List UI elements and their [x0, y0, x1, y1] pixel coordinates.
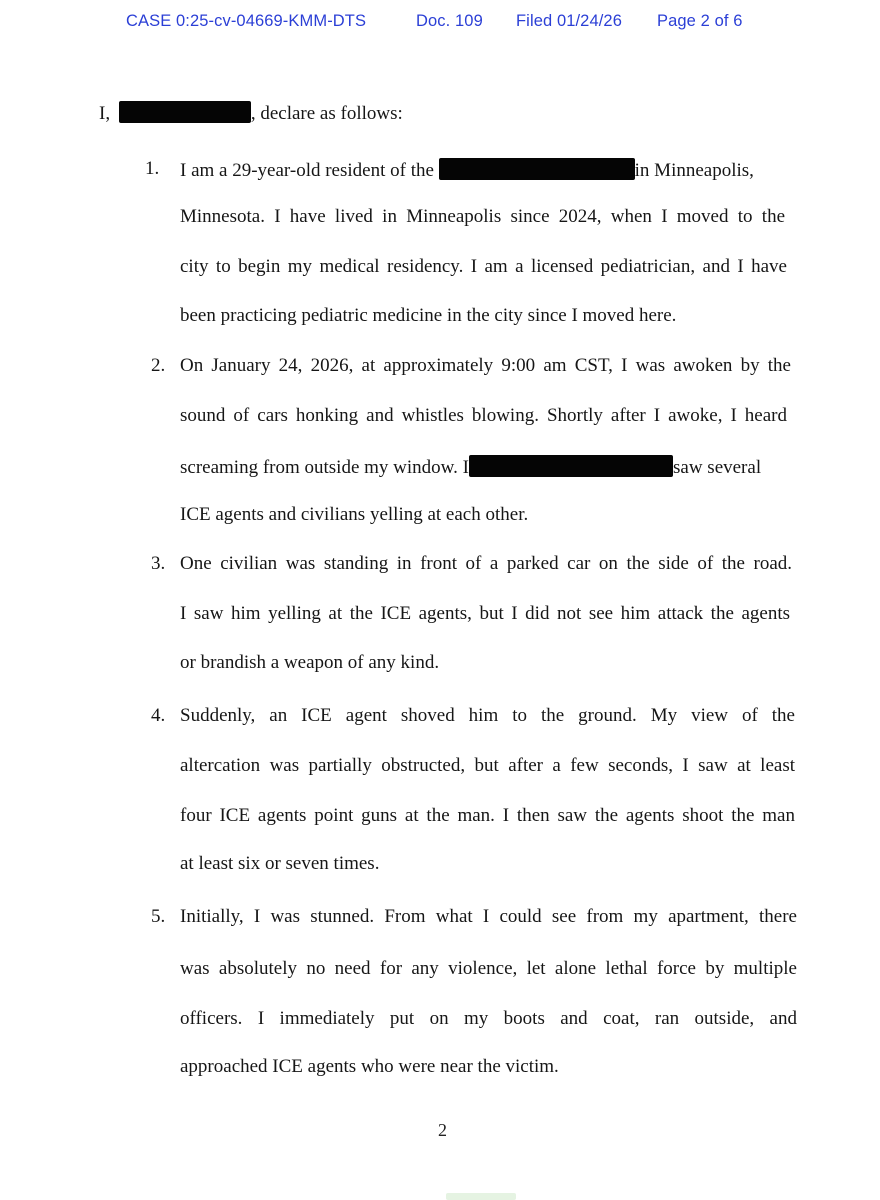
paragraph-line: Suddenly, an ICE agent shoved him to the ground. My view of the: [180, 705, 795, 726]
paragraph-number: 1.: [145, 158, 160, 179]
page-count: Page 2 of 6: [657, 12, 743, 30]
redaction-bar: [439, 158, 635, 180]
paragraph-number: 3.: [151, 553, 166, 574]
paragraph-line: On January 24, 2026, at approximately 9:00 am CST, I was awoken by the: [180, 355, 791, 376]
case-number: CASE 0:25-cv-04669-KMM-DTS: [126, 12, 367, 30]
paragraph-line: [180, 455, 761, 479]
doc-number: Doc. 109: [416, 12, 483, 30]
intro-line: [99, 101, 403, 125]
paragraph-line: was absolutely no need for any violence, let alone lethal force by multiple: [180, 958, 797, 979]
line-text: I am a 29-year-old resident of the: [180, 160, 439, 181]
intro-lead: I,: [99, 103, 111, 124]
line-text: saw several: [673, 457, 762, 478]
paragraph-line: sound of cars honking and whistles blowing. Shortly after I awoke, I heard: [180, 405, 787, 426]
page-number: 2: [438, 1120, 447, 1140]
filed-date: Filed 01/24/26: [516, 12, 622, 30]
paragraph-line: Minnesota. I have lived in Minneapolis since 2024, when I moved to the: [180, 206, 785, 227]
paragraph-line: at least six or seven times.: [180, 853, 380, 874]
paragraph-line: altercation was partially obstructed, but after a few seconds, I saw at least: [180, 755, 795, 776]
paragraph-line: [180, 158, 754, 182]
paragraph-line: I saw him yelling at the ICE agents, but I did not see him attack the agents: [180, 603, 790, 624]
paragraph-number: 2.: [151, 355, 166, 376]
redaction-bar: [119, 101, 251, 123]
line-text: in Minneapolis,: [634, 160, 754, 181]
paragraph-line: four ICE agents point guns at the man. I then saw the agents shoot the man: [180, 805, 795, 826]
paragraph-number: 4.: [151, 705, 166, 726]
paragraph-line: officers. I immediately put on my boots and coat, ran outside, and: [180, 1008, 797, 1029]
paragraph-line: approached ICE agents who were near the victim.: [180, 1056, 559, 1077]
paragraph-line: city to begin my medical residency. I am a licensed pediatrician, and I have: [180, 256, 787, 277]
line-text: screaming from outside my window. I: [180, 457, 469, 478]
redaction-bar: [469, 455, 673, 477]
paragraph-line: been practicing pediatric medicine in the city since I moved here.: [180, 305, 677, 326]
scan-mark: [446, 1193, 516, 1200]
paragraph-line: or brandish a weapon of any kind.: [180, 652, 440, 673]
intro-tail: , declare as follows:: [250, 103, 403, 124]
paragraph-line: One civilian was standing in front of a parked car on the side of the road.: [180, 553, 792, 574]
paragraph-number: 5.: [151, 906, 166, 927]
paragraph-line: ICE agents and civilians yelling at each other.: [180, 504, 529, 525]
paragraph-line: Initially, I was stunned. From what I could see from my apartment, there: [180, 906, 797, 927]
